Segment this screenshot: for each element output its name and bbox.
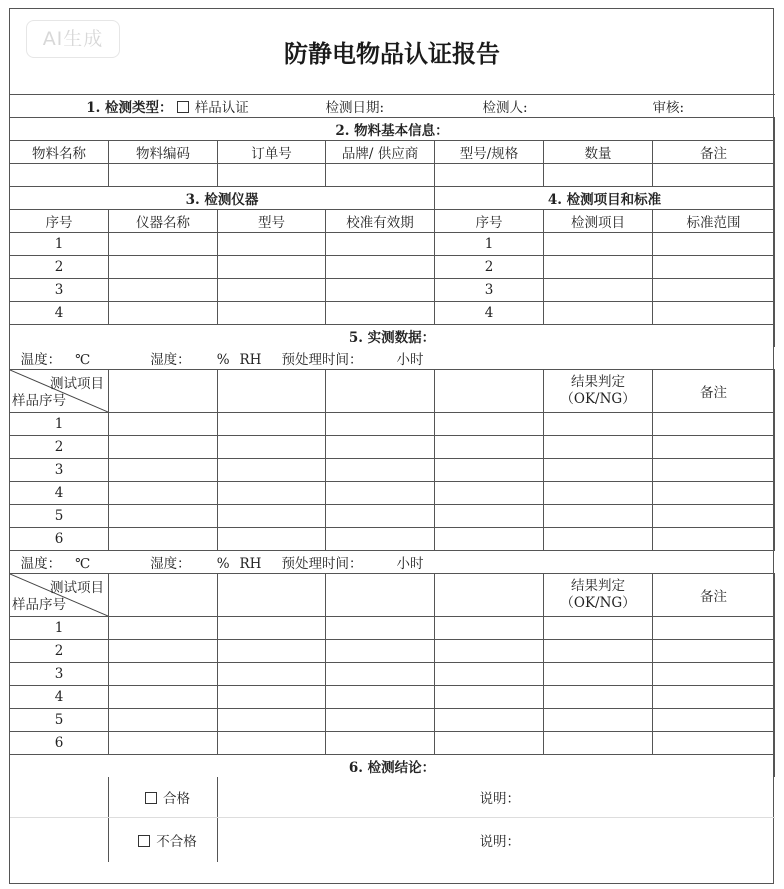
data-cell[interactable] xyxy=(218,686,326,709)
data-cell[interactable] xyxy=(435,482,544,505)
fail-option[interactable] xyxy=(109,818,218,863)
pass-checkbox[interactable] xyxy=(145,792,157,804)
temperature-unit: ℃ xyxy=(75,352,91,368)
remark-cell[interactable] xyxy=(653,413,775,436)
note-label: 说明： xyxy=(479,834,521,850)
result-cell[interactable] xyxy=(544,617,653,640)
data-cell[interactable] xyxy=(218,709,326,732)
col-material-code: 物料编码 xyxy=(109,141,218,164)
data-cell[interactable] xyxy=(435,617,544,640)
data-cell[interactable] xyxy=(326,617,435,640)
remark-cell[interactable] xyxy=(653,663,775,686)
col-material-name: 物料名称 xyxy=(10,141,109,164)
data-cell[interactable] xyxy=(109,505,218,528)
col-test-item: 检测项目 xyxy=(544,210,653,233)
data-cell[interactable] xyxy=(435,413,544,436)
section-4-label: 4. 检测项目和标准 xyxy=(435,187,775,210)
section-5-label: 5. 实测数据： xyxy=(10,325,775,348)
rh-label: RH xyxy=(239,352,262,368)
data-cell[interactable] xyxy=(435,505,544,528)
data-cell[interactable] xyxy=(218,617,326,640)
data-cell[interactable] xyxy=(109,482,218,505)
remark-cell[interactable] xyxy=(653,617,775,640)
environment-row-1 xyxy=(10,347,775,370)
data-cell[interactable] xyxy=(435,436,544,459)
ok-ng-label: （OK/NG） xyxy=(560,391,636,407)
result-cell[interactable] xyxy=(544,709,653,732)
instrument-row xyxy=(10,233,775,256)
ai-generated-watermark: AI生成 xyxy=(26,20,120,58)
test-item-header-cell[interactable] xyxy=(109,370,218,413)
col-item-no: 序号 xyxy=(435,210,544,233)
col-brand-supplier: 品牌/ 供应商 xyxy=(326,141,435,164)
remark-cell[interactable] xyxy=(653,459,775,482)
data-cell[interactable] xyxy=(218,640,326,663)
brand-supplier-cell[interactable] xyxy=(326,164,435,187)
note-label: 说明： xyxy=(479,791,521,807)
conclusion-title-row xyxy=(10,755,775,778)
sample-no: 3 xyxy=(10,459,109,482)
diagonal-header-cell xyxy=(10,370,109,413)
data-cell[interactable] xyxy=(218,663,326,686)
pretreatment-label: 预处理时间： xyxy=(281,352,363,368)
data-cell[interactable] xyxy=(109,617,218,640)
result-judgement-label: 结果判定 xyxy=(571,578,626,594)
material-header-row xyxy=(10,141,775,164)
instrument-no: 4 xyxy=(10,302,109,325)
remark-cell[interactable] xyxy=(653,505,775,528)
test-item-cell[interactable] xyxy=(544,302,653,325)
data-cell[interactable] xyxy=(326,732,435,755)
data-cell[interactable] xyxy=(109,640,218,663)
standard-range-cell[interactable] xyxy=(653,302,775,325)
quantity-cell[interactable] xyxy=(544,164,653,187)
result-cell[interactable] xyxy=(544,663,653,686)
inspector-label: 检测人: xyxy=(482,100,528,116)
item-no: 3 xyxy=(435,279,544,302)
test-item-header-cell[interactable] xyxy=(435,370,544,413)
temperature-unit: ℃ xyxy=(75,556,91,572)
data-cell[interactable] xyxy=(218,528,326,551)
temperature-label: 温度： xyxy=(20,352,62,368)
fail-note[interactable] xyxy=(218,818,775,863)
test-item-cell[interactable] xyxy=(544,256,653,279)
sample-no: 6 xyxy=(10,528,109,551)
data-cell[interactable] xyxy=(218,505,326,528)
temperature-label: 温度： xyxy=(20,556,62,572)
inspection-date-label: 检测日期: xyxy=(325,100,385,116)
instrument-row xyxy=(10,256,775,279)
remark-cell[interactable] xyxy=(653,640,775,663)
col-order-number: 订单号 xyxy=(218,141,326,164)
col-standard-range: 标准范围 xyxy=(653,210,775,233)
section-2-label: 2. 物料基本信息： xyxy=(10,118,775,141)
instrument-name-cell[interactable] xyxy=(109,279,218,302)
data-cell[interactable] xyxy=(326,709,435,732)
result-cell[interactable] xyxy=(544,436,653,459)
item-no: 4 xyxy=(435,302,544,325)
data-cell[interactable] xyxy=(435,709,544,732)
data-cell[interactable] xyxy=(435,686,544,709)
col-remark: 备注 xyxy=(653,141,775,164)
sample-no-corner-label: 样品序号 xyxy=(12,393,66,409)
remark-cell[interactable] xyxy=(653,686,775,709)
result-cell[interactable] xyxy=(544,640,653,663)
test-item-header-cell[interactable] xyxy=(218,370,326,413)
measured-header-row-1 xyxy=(10,370,775,413)
sample-cert-checkbox[interactable] xyxy=(177,101,189,113)
sample-no: 1 xyxy=(10,413,109,436)
hours-label: 小时 xyxy=(396,352,424,368)
material-info-title-row xyxy=(10,118,775,141)
data-cell[interactable] xyxy=(326,686,435,709)
data-cell[interactable] xyxy=(109,686,218,709)
instrument-no: 2 xyxy=(10,256,109,279)
col-quantity: 数量 xyxy=(544,141,653,164)
humidity-label: 湿度： xyxy=(150,352,191,368)
pass-note[interactable] xyxy=(218,777,775,818)
measured-row xyxy=(10,686,775,709)
sample-no: 6 xyxy=(10,732,109,755)
result-cell[interactable] xyxy=(544,413,653,436)
material-entry-row xyxy=(10,164,775,187)
standard-range-cell[interactable] xyxy=(653,279,775,302)
result-judgement-header xyxy=(544,370,653,413)
data-cell[interactable] xyxy=(109,436,218,459)
remark-cell[interactable] xyxy=(653,482,775,505)
data-cell[interactable] xyxy=(326,505,435,528)
data-cell[interactable] xyxy=(218,413,326,436)
data-cell[interactable] xyxy=(218,459,326,482)
sample-no: 4 xyxy=(10,482,109,505)
measured-row xyxy=(10,413,775,436)
data-cell[interactable] xyxy=(109,663,218,686)
data-cell[interactable] xyxy=(435,528,544,551)
fail-checkbox[interactable] xyxy=(138,835,150,847)
data-cell[interactable] xyxy=(326,436,435,459)
data-cell[interactable] xyxy=(326,663,435,686)
instrument-model-cell[interactable] xyxy=(218,302,326,325)
data-cell[interactable] xyxy=(109,413,218,436)
calibration-cell[interactable] xyxy=(326,302,435,325)
humidity-label: 湿度： xyxy=(150,556,191,572)
result-judgement-header xyxy=(544,574,653,617)
col-calibration-validity: 校准有效期 xyxy=(326,210,435,233)
calibration-cell[interactable] xyxy=(326,233,435,256)
order-number-cell[interactable] xyxy=(218,164,326,187)
result-judgement-label: 结果判定 xyxy=(571,374,626,390)
measured-row xyxy=(10,528,775,551)
instrument-row xyxy=(10,279,775,302)
result-cell[interactable] xyxy=(544,482,653,505)
remark-cell[interactable] xyxy=(653,709,775,732)
col-instrument-model: 型号 xyxy=(218,210,326,233)
instrument-model-cell[interactable] xyxy=(218,279,326,302)
pass-option[interactable] xyxy=(109,777,218,818)
data-cell[interactable] xyxy=(326,413,435,436)
test-item-header-cell[interactable] xyxy=(109,574,218,617)
data-cell[interactable] xyxy=(435,732,544,755)
data-cell[interactable] xyxy=(326,640,435,663)
instrument-no: 3 xyxy=(10,279,109,302)
humidity-unit: % xyxy=(216,556,230,572)
instrument-items-header-row xyxy=(10,210,775,233)
instrument-name-cell[interactable] xyxy=(109,233,218,256)
report-table xyxy=(9,94,775,862)
measured-row xyxy=(10,663,775,686)
pretreatment-label: 预处理时间： xyxy=(281,556,363,572)
section-1-label: 1. 检测类型： xyxy=(86,100,173,116)
instrument-no: 1 xyxy=(10,233,109,256)
instrument-items-title-row xyxy=(10,187,775,210)
data-cell[interactable] xyxy=(435,640,544,663)
remark-header: 备注 xyxy=(653,370,775,413)
result-cell[interactable] xyxy=(544,686,653,709)
measured-data-title-row xyxy=(10,325,775,348)
test-item-cell[interactable] xyxy=(544,233,653,256)
measured-row xyxy=(10,617,775,640)
col-instrument-name: 仪器名称 xyxy=(109,210,218,233)
hours-label: 小时 xyxy=(396,556,424,572)
conclusion-pass-row xyxy=(10,777,775,818)
test-item-header-cell[interactable] xyxy=(435,574,544,617)
test-item-corner-label: 测试项目 xyxy=(50,376,104,392)
result-cell[interactable] xyxy=(544,732,653,755)
data-cell[interactable] xyxy=(435,459,544,482)
instrument-name-cell[interactable] xyxy=(109,256,218,279)
rh-label: RH xyxy=(239,556,262,572)
measured-row xyxy=(10,482,775,505)
section-6-label: 6. 检测结论： xyxy=(10,755,775,778)
review-label: 审核: xyxy=(652,100,685,116)
material-name-cell[interactable] xyxy=(10,164,109,187)
measured-row xyxy=(10,709,775,732)
calibration-cell[interactable] xyxy=(326,256,435,279)
instrument-row xyxy=(10,302,775,325)
measured-header-row-2 xyxy=(10,574,775,617)
ok-ng-label: （OK/NG） xyxy=(560,595,636,611)
measured-row xyxy=(10,640,775,663)
item-no: 2 xyxy=(435,256,544,279)
sample-no: 5 xyxy=(10,505,109,528)
sample-no: 2 xyxy=(10,436,109,459)
test-item-cell[interactable] xyxy=(544,279,653,302)
test-item-header-cell[interactable] xyxy=(326,574,435,617)
instrument-name-cell[interactable] xyxy=(109,302,218,325)
measured-row xyxy=(10,732,775,755)
diagonal-header-cell xyxy=(10,574,109,617)
data-cell[interactable] xyxy=(109,459,218,482)
material-code-cell[interactable] xyxy=(109,164,218,187)
data-cell[interactable] xyxy=(326,459,435,482)
data-cell[interactable] xyxy=(326,528,435,551)
data-cell[interactable] xyxy=(109,528,218,551)
sample-cert-label: 样品认证 xyxy=(194,100,249,116)
data-cell[interactable] xyxy=(326,482,435,505)
inspection-type-row xyxy=(10,95,775,118)
result-cell[interactable] xyxy=(544,505,653,528)
standard-range-cell[interactable] xyxy=(653,233,775,256)
test-item-header-cell[interactable] xyxy=(326,370,435,413)
remark-header: 备注 xyxy=(653,574,775,617)
test-item-header-cell[interactable] xyxy=(218,574,326,617)
sample-no: 4 xyxy=(10,686,109,709)
sample-no: 2 xyxy=(10,640,109,663)
result-cell[interactable] xyxy=(544,459,653,482)
sample-no: 1 xyxy=(10,617,109,640)
fail-label: 不合格 xyxy=(156,834,197,850)
humidity-unit: % xyxy=(216,352,230,368)
instrument-model-cell[interactable] xyxy=(218,256,326,279)
data-cell[interactable] xyxy=(218,732,326,755)
instrument-model-cell[interactable] xyxy=(218,233,326,256)
item-no: 1 xyxy=(435,233,544,256)
data-cell[interactable] xyxy=(109,709,218,732)
model-spec-cell[interactable] xyxy=(435,164,544,187)
measured-row xyxy=(10,459,775,482)
sample-no: 5 xyxy=(10,709,109,732)
data-cell[interactable] xyxy=(218,436,326,459)
standard-range-cell[interactable] xyxy=(653,256,775,279)
remark-cell[interactable] xyxy=(653,436,775,459)
conclusion-fail-row xyxy=(10,818,775,863)
test-item-corner-label: 测试项目 xyxy=(50,580,104,596)
measured-row xyxy=(10,505,775,528)
calibration-cell[interactable] xyxy=(326,279,435,302)
remark-cell[interactable] xyxy=(653,528,775,551)
sample-no: 3 xyxy=(10,663,109,686)
data-cell[interactable] xyxy=(218,482,326,505)
data-cell[interactable] xyxy=(109,732,218,755)
col-instrument-no: 序号 xyxy=(10,210,109,233)
remark-cell[interactable] xyxy=(653,164,775,187)
sample-no-corner-label: 样品序号 xyxy=(12,597,66,613)
section-3-label: 3. 检测仪器 xyxy=(10,187,435,210)
measured-row xyxy=(10,436,775,459)
result-cell[interactable] xyxy=(544,528,653,551)
remark-cell[interactable] xyxy=(653,732,775,755)
page-title: 防静电物品认证报告 xyxy=(284,39,500,68)
pass-label: 合格 xyxy=(163,791,190,807)
data-cell[interactable] xyxy=(435,663,544,686)
col-model-spec: 型号/规格 xyxy=(435,141,544,164)
environment-row-2 xyxy=(10,551,775,574)
